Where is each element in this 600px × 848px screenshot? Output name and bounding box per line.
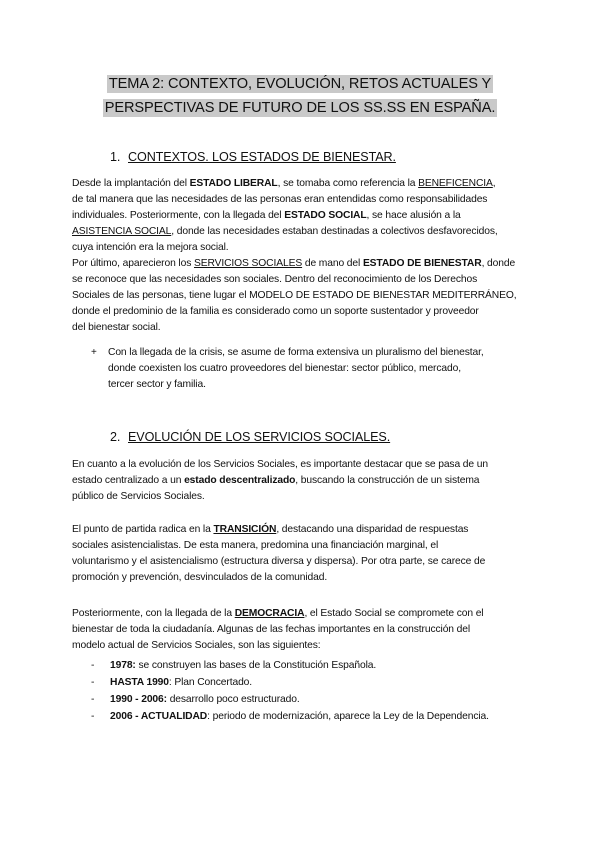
text-run: , buscando la construcción de un sistema: [295, 475, 480, 486]
s2-p2-line-1: [72, 522, 532, 538]
s2-p1-line-3: público de Servicios Sociales.: [72, 491, 205, 502]
text-run: individuales. Posteriormente, con la llegada del: [72, 210, 285, 221]
document-title: [90, 72, 510, 120]
democracia-term: DEMOCRACIA: [234, 608, 305, 619]
list-dash-2: -: [91, 677, 95, 688]
list-item-1990-2006: [110, 692, 300, 708]
section-2-heading: [110, 429, 390, 445]
plus-bullet-icon: +: [91, 347, 97, 358]
s2-p2-line-4: promoción y prevención, desvinculados de la comunidad.: [72, 572, 328, 583]
text-run: , donde las necesidades estaban destinadas a colectivos desfavorecidos,: [171, 226, 498, 237]
text-run: , destacando una disparidad de respuestas: [276, 524, 469, 535]
text-run: Desde la implantación del: [72, 178, 190, 189]
list-item-text: : Plan Concertado.: [168, 677, 253, 688]
s1-bullet-line-2: donde coexisten los cuatro proveedores del bienestar: sector público, mercado,: [108, 363, 461, 374]
list-item-date: 2006 - ACTUALIDAD: [110, 711, 208, 722]
title-line-2: PERSPECTIVAS DE FUTURO DE LOS SS.SS EN ESPAÑA.: [104, 100, 496, 116]
text-run: , se tomaba como referencia la: [277, 178, 419, 189]
s1-p2-line-4: donde el predominio de la familia es considerado como un soporte sustentador y proveedor: [72, 306, 479, 317]
transicion-term: TRANSICIÓN: [213, 524, 277, 535]
s1-p1-line-5: cuya intención era la mejora social.: [72, 242, 229, 253]
s1-bullet-line-3: tercer sector y familia.: [108, 379, 206, 390]
text-run: Por último, aparecieron los: [72, 258, 194, 269]
s1-p1-line-2: de tal manera que las necesidades de las personas eran entendidas como responsabilidades: [72, 194, 488, 205]
s2-p3-line-3: modelo actual de Servicios Sociales, son las siguientes:: [72, 640, 321, 651]
text-run: , el Estado Social se compromete con el: [304, 608, 484, 619]
list-item-text: se construyen las bases de la Constitución Española.: [135, 660, 377, 671]
list-item-date: 1978:: [110, 660, 136, 671]
text-run: Posteriormente, con la llegada de la: [72, 608, 235, 619]
list-item-2006-actualidad: [110, 709, 489, 725]
title-line-1: TEMA 2: CONTEXTO, EVOLUCIÓN, RETOS ACTUALES Y: [108, 76, 492, 92]
text-run: , se hace alusión a la: [366, 210, 461, 221]
list-item-date: HASTA 1990: [110, 677, 169, 688]
section-2-heading-text: EVOLUCIÓN DE LOS SERVICIOS SOCIALES.: [128, 430, 391, 444]
beneficencia-term: BENEFICENCIA: [418, 178, 493, 189]
section-1-number: 1.: [110, 150, 121, 164]
s1-p1-line-1: [72, 176, 532, 192]
s2-p3-line-2: bienestar de toda la ciudadanía. Algunas de las fechas importantes en la construcción del: [72, 624, 471, 635]
s1-p2-line-1: [72, 256, 532, 272]
list-item-text: : periodo de modernización, aparece la Ley de la Dependencia.: [207, 711, 489, 722]
list-item-text: desarrollo poco estructurado.: [166, 694, 300, 705]
text-run: de mano del: [302, 258, 363, 269]
s2-p3-line-1: [72, 606, 532, 622]
section-1-heading: [110, 149, 396, 165]
s1-bullet-line-1: Con la llegada de la crisis, se asume de forma extensiva un pluralismo del bienestar,: [108, 347, 484, 358]
estado-liberal-term: ESTADO LIBERAL: [189, 178, 278, 189]
list-item-date: 1990 - 2006:: [110, 694, 167, 705]
estado-social-term: ESTADO SOCIAL: [284, 210, 367, 221]
list-item-hasta-1990: [110, 675, 252, 691]
text-run: El punto de partida radica en la: [72, 524, 214, 535]
text-run: ,: [492, 178, 496, 189]
list-item-1978: [110, 658, 376, 674]
s1-p2-line-2: se reconoce que las necesidades son sociales. Dentro del reconocimiento de los Derechos: [72, 274, 478, 285]
servicios-sociales-term: SERVICIOS SOCIALES: [193, 258, 303, 269]
list-dash-1: -: [91, 660, 95, 671]
s2-p2-line-3: voluntarismo y el asistencialismo (estructura diversa y dispersa). Por otra parte, se carece de: [72, 556, 486, 567]
text-run: , donde: [481, 258, 516, 269]
list-dash-4: -: [91, 711, 95, 722]
s2-p2-line-2: sociales asistencialistas. De esta manera, predomina una financiación marginal, el: [72, 540, 439, 551]
s1-p2-line-5: del bienestar social.: [72, 322, 161, 333]
s2-p1-line-1: En cuanto a la evolución de los Servicios Sociales, es importante destacar que se pasa de un: [72, 459, 488, 470]
s1-p1-line-4: [72, 224, 532, 240]
section-2-number: 2.: [110, 430, 121, 444]
asistencia-social-term: ASISTENCIA SOCIAL: [72, 226, 172, 237]
section-1-heading-text: CONTEXTOS. LOS ESTADOS DE BIENESTAR.: [128, 150, 396, 164]
estado-descentralizado-term: estado descentralizado: [184, 475, 296, 486]
s1-p1-line-3: [72, 208, 532, 224]
s1-p2-line-3: Sociales de las personas, tiene lugar el MODELO DE ESTADO DE BIENESTAR MEDITERRÁNEO,: [72, 290, 517, 301]
list-dash-3: -: [91, 694, 95, 705]
text-run: estado centralizado a un: [72, 475, 185, 486]
estado-de-bienestar-term: ESTADO DE BIENESTAR: [362, 258, 482, 269]
s2-p1-line-2: [72, 473, 532, 489]
